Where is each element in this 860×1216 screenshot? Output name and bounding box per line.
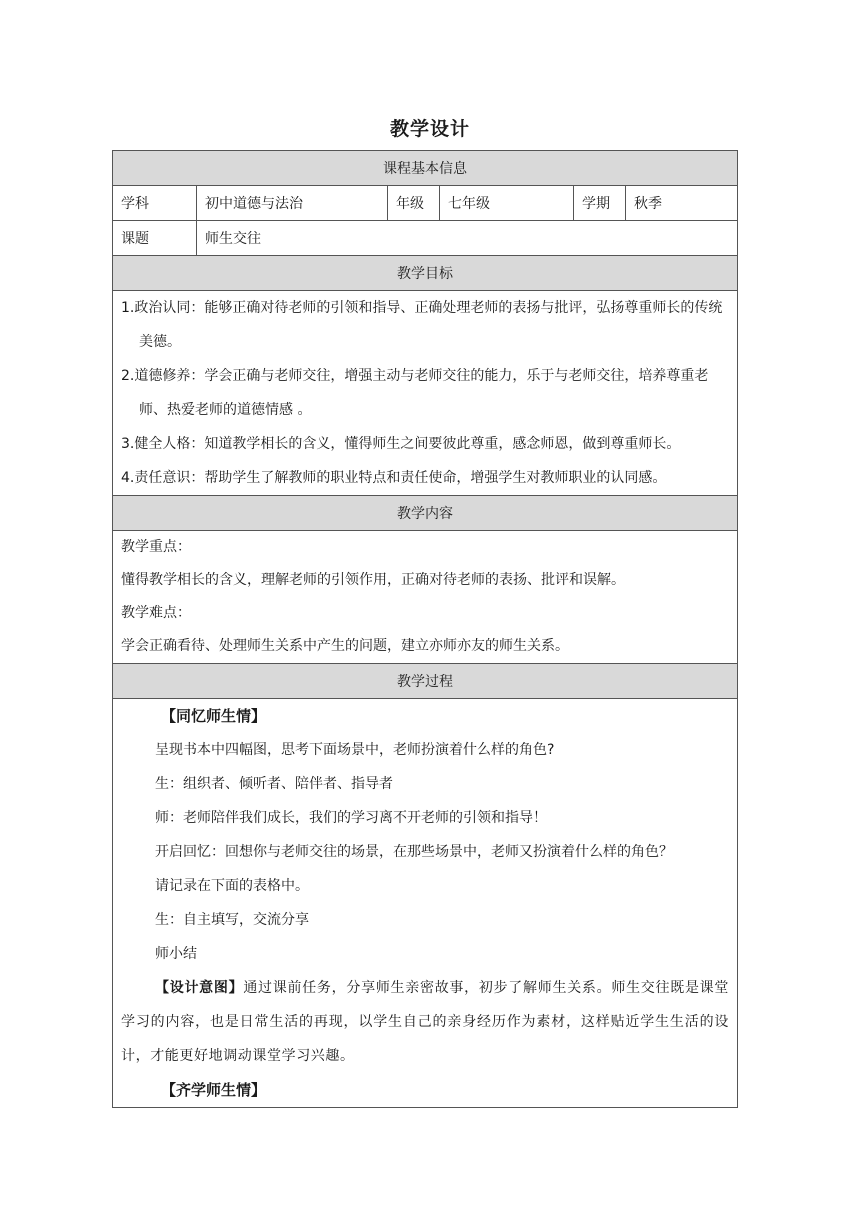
process-row	[113, 699, 738, 1108]
grade-label: 年级	[388, 186, 440, 221]
process-cell	[113, 699, 738, 1108]
process-line: 请记录在下面的表格中。	[155, 878, 309, 894]
design-intent-label: 【设计意图】	[155, 980, 244, 996]
key-point-text: 懂得教学相长的含义，理解老师的引领作用，正确对待老师的表扬、批评和误解。	[121, 572, 625, 588]
process-heading-recall: 【同忆师生情】	[161, 707, 267, 725]
lesson-plan-table	[112, 150, 738, 1108]
process-line: 生：组织者、倾听者、陪伴者、指导者	[155, 776, 393, 792]
topic-label: 课题	[113, 221, 197, 256]
topic-value: 师生交往	[197, 221, 738, 256]
grade-value: 七年级	[440, 186, 574, 221]
process-line: 师：老师陪伴我们成长，我们的学习离不开老师的引领和指导！	[155, 810, 547, 826]
section-header-process: 教学过程	[113, 664, 738, 699]
goal-item: 2.道德修养：学会正确与老师交往，增强主动与老师交往的能力，乐于与老师交往，培养尊重老师、热爱老师的道德情感 。	[121, 368, 709, 418]
section-header-goals: 教学目标	[113, 256, 738, 291]
content-row	[113, 531, 738, 664]
goals-row	[113, 291, 738, 496]
section-header-content: 教学内容	[113, 496, 738, 531]
term-value: 秋季	[626, 186, 738, 221]
goal-item: 4.责任意识：帮助学生了解教师的职业特点和责任使命，增强学生对教师职业的认同感。	[121, 470, 667, 486]
term-label: 学期	[574, 186, 626, 221]
process-line: 开启回忆：回想你与老师交往的场景，在那些场景中，老师又扮演着什么样的角色？	[155, 844, 673, 860]
design-intent-text: 通过课前任务，分享师生亲密故事，初步了解师生关系。师生交往既是课堂学习的内容，也是日常生活的再现，以学生自己的亲身经历作为素材，这样贴近学生生活的设计，才能更好地调动课堂学习兴趣。	[121, 980, 730, 1064]
section-row-goals	[113, 256, 738, 291]
design-intent	[121, 971, 729, 1073]
topic-row	[113, 221, 738, 256]
page-title: 教学设计	[389, 118, 470, 140]
content-cell	[113, 531, 738, 664]
section-header-basic-info: 课程基本信息	[113, 151, 738, 186]
process-line: 呈现书本中四幅图，思考下面场景中，老师扮演着什么样的角色?	[155, 742, 555, 758]
process-line: 生：自主填写，交流分享	[155, 912, 309, 928]
key-point-label: 教学重点：	[121, 539, 191, 555]
subject-value: 初中道德与法治	[197, 186, 388, 221]
difficult-point-label: 教学难点：	[121, 605, 191, 621]
info-row	[113, 186, 738, 221]
section-row-basic-info	[113, 151, 738, 186]
goals-cell	[113, 291, 738, 496]
section-row-content	[113, 496, 738, 531]
difficult-point-text: 学会正确看待、处理师生关系中产生的问题，建立亦师亦友的师生关系。	[121, 638, 569, 654]
subject-label: 学科	[113, 186, 197, 221]
goal-item: 1.政治认同：能够正确对待老师的引领和指导、正确处理老师的表扬与批评，弘扬尊重师长的传统美德。	[121, 300, 723, 350]
section-row-process	[113, 664, 738, 699]
process-line: 师小结	[155, 946, 197, 962]
goal-item: 3.健全人格：知道教学相长的含义，懂得师生之间要彼此尊重，感念师恩，做到尊重师长。	[121, 436, 681, 452]
process-heading-learn: 【齐学师生情】	[161, 1081, 267, 1099]
